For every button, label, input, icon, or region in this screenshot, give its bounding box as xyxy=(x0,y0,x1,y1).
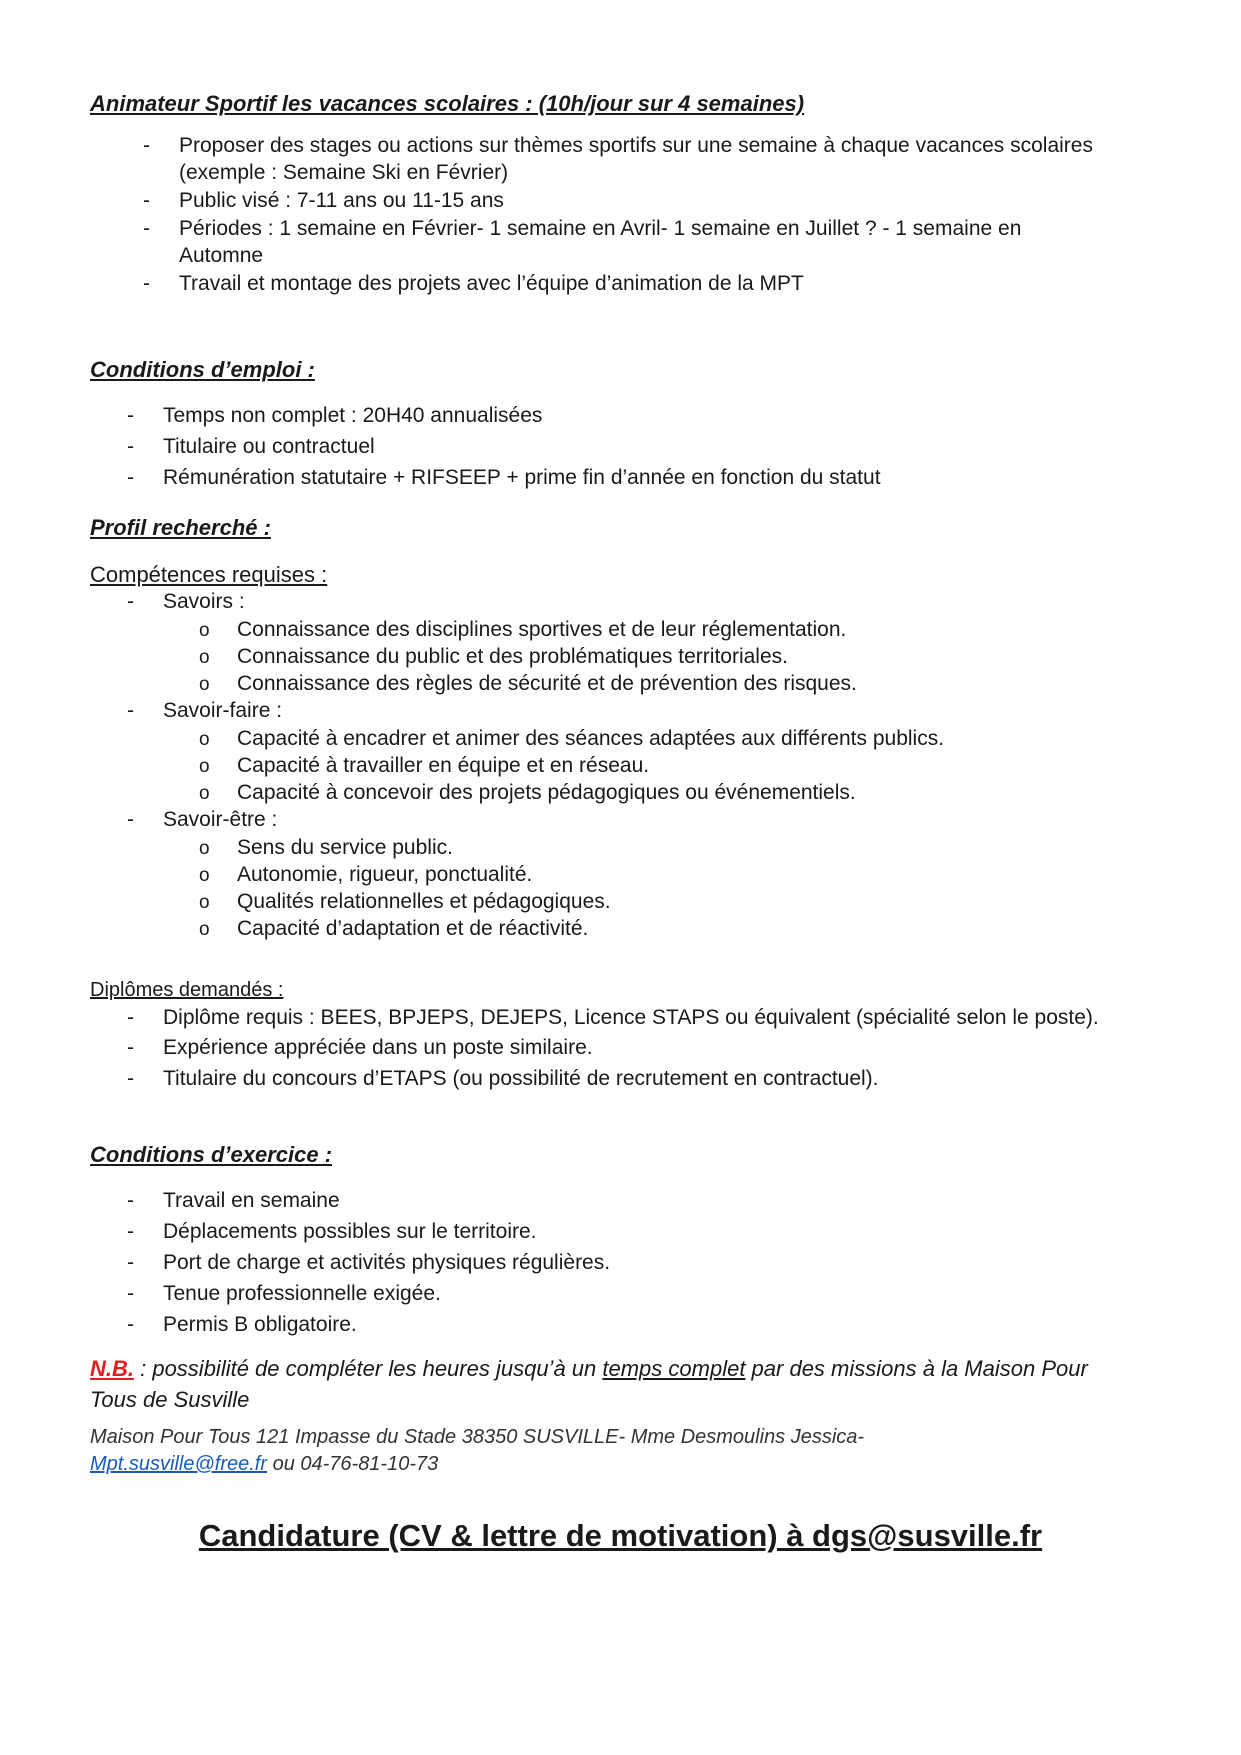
diplomes-heading: Diplômes demandés : xyxy=(90,979,284,1001)
list-item: - Public visé : 7-11 ans ou 11-15 ans xyxy=(143,189,504,212)
section-heading-animateur: Animateur Sportif les vacances scolaires : (10h/jour sur 4 semaines) xyxy=(90,91,805,116)
list-item: - Travail en semaine xyxy=(127,1189,340,1212)
sub-item: o Connaissance des règles de sécurité et de prévention des risques. xyxy=(199,672,857,695)
sub-item: o Sens du service public. xyxy=(199,836,453,859)
list-item: - Diplôme requis : BEES, BPJEPS, DEJEPS, Licence STAPS ou équivalent (spécialité selon le poste). xyxy=(127,1006,1099,1029)
list-item: - Temps non complet : 20H40 annualisées xyxy=(127,404,543,427)
list-item: - Permis B obligatoire. xyxy=(127,1313,357,1336)
section-heading-conditions-emploi: Conditions d’emploi : xyxy=(90,357,315,382)
diplomes-list xyxy=(127,1003,1173,1094)
list-item: - Périodes : 1 semaine en Février- 1 semaine en Avril- 1 semaine en Juillet ? - 1 semaine en Automne xyxy=(143,217,1022,267)
sub-item: o Capacité à encadrer et animer des séances adaptées aux différents publics. xyxy=(199,727,945,750)
list-item-savoir-etre: - Savoir-être : o Sens du service public. o Autonomie, rigueur, ponctualité. o Qualités relationnelles et pédagogiques. o Capacité d’adaptation et de réactivité. xyxy=(163,806,1143,942)
competences-list xyxy=(127,588,1143,942)
competences-block xyxy=(127,588,1143,942)
section-heading-profil: Profil recherché : xyxy=(90,515,271,540)
list-item: - Proposer des stages ou actions sur thèmes sportifs sur une semaine à chaque vacances scolaires (exemple : Semaine Ski en Février) xyxy=(143,134,1093,184)
section-heading-conditions-exercice: Conditions d’exercice : xyxy=(90,1142,333,1167)
animateur-list xyxy=(143,132,1099,297)
candidature-line: Candidature (CV & lettre de motivation) à dgs@susville.fr xyxy=(198,1518,1043,1553)
list-item: - Titulaire ou contractuel xyxy=(127,435,375,458)
contact-email-link[interactable]: Mpt.susville@free.fr xyxy=(90,1453,268,1475)
nb-note: N.B. : possibilité de compléter les heures jusqu’à un temps complet par des missions à la Maison Pour Tous de Susville xyxy=(90,1356,1088,1412)
sub-item: o Connaissance du public et des problématiques territoriales. xyxy=(199,645,788,668)
sub-item: o Capacité d’adaptation et de réactivité. xyxy=(199,917,589,940)
competences-heading: Compétences requises : xyxy=(90,562,328,587)
list-item-savoir-faire: - Savoir-faire : o Capacité à encadrer et animer des séances adaptées aux différents publics. o Capacité à travailler en équipe et en réseau. o Capacité à concevoir des projets pédagogiques ou événementiels. xyxy=(163,697,1143,806)
savoir-faire-sublist xyxy=(163,725,1143,806)
list-item: - Tenue professionnelle exigée. xyxy=(127,1282,441,1305)
list-item: - Port de charge et activités physiques régulières. xyxy=(127,1251,611,1274)
contact-info: Maison Pour Tous 121 Impasse du Stade 38350 SUSVILLE- Mme Desmoulins Jessica- Mpt.susville@free.fr ou 04-76-81-10-73 xyxy=(90,1426,865,1475)
list-item: - Titulaire du concours d’ETAPS (ou possibilité de recrutement en contractuel). xyxy=(127,1067,879,1090)
list-item: - Rémunération statutaire + RIFSEEP + prime fin d’année en fonction du statut xyxy=(127,466,881,489)
list-item: - Travail et montage des projets avec l’équipe d’animation de la MPT xyxy=(143,272,804,295)
list-item-savoirs: - Savoirs : o Connaissance des disciplines sportives et de leur réglementation. o Connaissance du public et des problématiques territoriales. o Connaissance des règles de sécurité et de prévention des risques. xyxy=(163,588,1143,697)
sub-item: o Qualités relationnelles et pédagogiques. xyxy=(199,890,611,913)
nb-underlined: temps complet xyxy=(602,1356,746,1381)
nb-label: N.B. xyxy=(90,1356,134,1381)
sub-item: o Autonomie, rigueur, ponctualité. xyxy=(199,863,533,886)
list-item: - Expérience appréciée dans un poste similaire. xyxy=(127,1036,593,1059)
savoir-etre-sublist xyxy=(163,834,1143,942)
list-item: - Déplacements possibles sur le territoire. xyxy=(127,1220,537,1243)
sub-item: o Capacité à concevoir des projets pédagogiques ou événementiels. xyxy=(199,781,856,804)
sub-item: o Capacité à travailler en équipe et en réseau. xyxy=(199,754,650,777)
savoirs-sublist xyxy=(163,616,1143,697)
conditions-emploi-list xyxy=(127,400,1143,493)
sub-item: o Connaissance des disciplines sportives et de leur réglementation. xyxy=(199,618,847,641)
conditions-exercice-list xyxy=(127,1185,1143,1340)
